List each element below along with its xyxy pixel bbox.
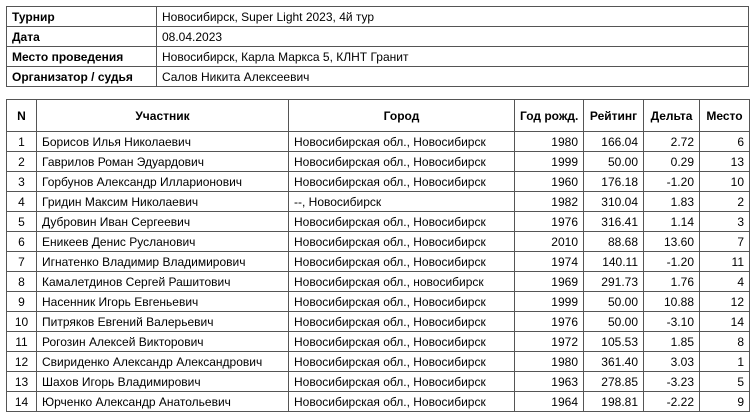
cell-participant: Камалетдинов Сергей Рашитович	[37, 272, 289, 292]
cell-number: 8	[7, 272, 37, 292]
cell-number: 1	[7, 132, 37, 152]
cell-participant: Гаврилов Роман Эдуардович	[37, 152, 289, 172]
cell-city: Новосибирская обл., Новосибирск	[289, 152, 515, 172]
cell-birth-year: 1982	[515, 192, 584, 212]
info-row	[7, 27, 749, 47]
cell-birth-year: 1969	[515, 272, 584, 292]
cell-participant: Дубровин Иван Сергеевич	[37, 212, 289, 232]
table-row	[7, 312, 750, 332]
table-row	[7, 332, 750, 352]
cell-place: 2	[700, 192, 750, 212]
info-row	[7, 7, 749, 27]
cell-rating: 198.81	[584, 392, 644, 412]
cell-delta: -1.20	[644, 172, 700, 192]
info-label: Место проведения	[7, 47, 157, 67]
cell-city: Новосибирская обл., Новосибирск	[289, 392, 515, 412]
cell-delta: 2.72	[644, 132, 700, 152]
cell-rating: 278.85	[584, 372, 644, 392]
results-header-row	[7, 100, 750, 132]
cell-place: 3	[700, 212, 750, 232]
cell-participant: Юрченко Александр Анатольевич	[37, 392, 289, 412]
cell-place: 1	[700, 352, 750, 372]
cell-rating: 310.04	[584, 192, 644, 212]
cell-participant: Питряков Евгений Валерьевич	[37, 312, 289, 332]
cell-city: Новосибирская обл., Новосибирск	[289, 292, 515, 312]
col-header-place: Место	[700, 100, 750, 132]
cell-place: 10	[700, 172, 750, 192]
cell-participant: Насенник Игорь Евгеньевич	[37, 292, 289, 312]
cell-number: 3	[7, 172, 37, 192]
info-value: 08.04.2023	[157, 27, 749, 47]
cell-rating: 361.40	[584, 352, 644, 372]
cell-rating: 140.11	[584, 252, 644, 272]
info-value: Новосибирск, Карла Маркса 5, КЛНТ Гранит	[157, 47, 749, 67]
cell-place: 9	[700, 392, 750, 412]
table-row	[7, 252, 750, 272]
cell-birth-year: 1960	[515, 172, 584, 192]
cell-rating: 88.68	[584, 232, 644, 252]
cell-delta: 1.85	[644, 332, 700, 352]
cell-city: Новосибирская обл., Новосибирск	[289, 312, 515, 332]
cell-participant: Шахов Игорь Владимирович	[37, 372, 289, 392]
cell-place: 14	[700, 312, 750, 332]
cell-birth-year: 1963	[515, 372, 584, 392]
cell-number: 6	[7, 232, 37, 252]
table-row	[7, 212, 750, 232]
cell-birth-year: 1964	[515, 392, 584, 412]
cell-rating: 50.00	[584, 292, 644, 312]
cell-delta: -2.22	[644, 392, 700, 412]
table-row	[7, 172, 750, 192]
cell-participant: Свириденко Александр Александрович	[37, 352, 289, 372]
col-header-city: Город	[289, 100, 515, 132]
info-value: Салов Никита Алексеевич	[157, 67, 749, 87]
cell-rating: 291.73	[584, 272, 644, 292]
cell-rating: 176.18	[584, 172, 644, 192]
cell-number: 5	[7, 212, 37, 232]
cell-city: --, Новосибирск	[289, 192, 515, 212]
cell-delta: 13.60	[644, 232, 700, 252]
cell-participant: Еникеев Денис Русланович	[37, 232, 289, 252]
cell-birth-year: 1976	[515, 212, 584, 232]
tournament-info-table	[6, 6, 749, 87]
cell-city: Новосибирская обл., Новосибирск	[289, 372, 515, 392]
cell-rating: 105.53	[584, 332, 644, 352]
cell-place: 7	[700, 232, 750, 252]
table-row	[7, 192, 750, 212]
info-label: Организатор / судья	[7, 67, 157, 87]
cell-number: 7	[7, 252, 37, 272]
cell-participant: Игнатенко Владимир Владимирович	[37, 252, 289, 272]
cell-participant: Гридин Максим Николаевич	[37, 192, 289, 212]
cell-delta: 1.14	[644, 212, 700, 232]
col-header-participant: Участник	[37, 100, 289, 132]
cell-number: 9	[7, 292, 37, 312]
cell-place: 8	[700, 332, 750, 352]
info-row	[7, 47, 749, 67]
cell-delta: -3.23	[644, 372, 700, 392]
cell-delta: -3.10	[644, 312, 700, 332]
table-row	[7, 372, 750, 392]
cell-city: Новосибирская обл., Новосибирск	[289, 172, 515, 192]
cell-city: Новосибирская обл., Новосибирск	[289, 212, 515, 232]
cell-delta: 1.83	[644, 192, 700, 212]
info-value: Новосибирск, Super Light 2023, 4й тур	[157, 7, 749, 27]
cell-city: Новосибирская обл., Новосибирск	[289, 252, 515, 272]
cell-place: 5	[700, 372, 750, 392]
cell-place: 6	[700, 132, 750, 152]
cell-rating: 50.00	[584, 152, 644, 172]
table-row	[7, 352, 750, 372]
cell-place: 11	[700, 252, 750, 272]
cell-birth-year: 1999	[515, 292, 584, 312]
cell-city: Новосибирская обл., Новосибирск	[289, 332, 515, 352]
cell-birth-year: 1999	[515, 152, 584, 172]
cell-number: 14	[7, 392, 37, 412]
cell-number: 4	[7, 192, 37, 212]
cell-birth-year: 2010	[515, 232, 584, 252]
table-row	[7, 132, 750, 152]
col-header-birth-year: Год рожд.	[515, 100, 584, 132]
cell-participant: Горбунов Александр Илларионович	[37, 172, 289, 192]
cell-place: 13	[700, 152, 750, 172]
cell-city: Новосибирская обл., новосибирск	[289, 272, 515, 292]
table-row	[7, 292, 750, 312]
cell-birth-year: 1976	[515, 312, 584, 332]
cell-city: Новосибирская обл., Новосибирск	[289, 132, 515, 152]
cell-number: 13	[7, 372, 37, 392]
cell-birth-year: 1974	[515, 252, 584, 272]
col-header-rating: Рейтинг	[584, 100, 644, 132]
cell-place: 12	[700, 292, 750, 312]
cell-number: 12	[7, 352, 37, 372]
cell-delta: 3.03	[644, 352, 700, 372]
cell-place: 4	[700, 272, 750, 292]
cell-number: 11	[7, 332, 37, 352]
cell-delta: 1.76	[644, 272, 700, 292]
cell-delta: 0.29	[644, 152, 700, 172]
cell-rating: 166.04	[584, 132, 644, 152]
cell-delta: 10.88	[644, 292, 700, 312]
info-label: Дата	[7, 27, 157, 47]
cell-city: Новосибирская обл., Новосибирск	[289, 232, 515, 252]
cell-rating: 316.41	[584, 212, 644, 232]
col-header-delta: Дельта	[644, 100, 700, 132]
cell-birth-year: 1972	[515, 332, 584, 352]
table-row	[7, 152, 750, 172]
cell-number: 2	[7, 152, 37, 172]
cell-birth-year: 1980	[515, 132, 584, 152]
table-row	[7, 232, 750, 252]
cell-participant: Борисов Илья Николаевич	[37, 132, 289, 152]
info-row	[7, 67, 749, 87]
cell-city: Новосибирская обл., Новосибирск	[289, 352, 515, 372]
cell-rating: 50.00	[584, 312, 644, 332]
cell-birth-year: 1980	[515, 352, 584, 372]
table-row	[7, 272, 750, 292]
cell-delta: -1.20	[644, 252, 700, 272]
cell-participant: Рогозин Алексей Викторович	[37, 332, 289, 352]
col-header-number: N	[7, 100, 37, 132]
info-label: Турнир	[7, 7, 157, 27]
results-table	[6, 99, 750, 412]
table-row	[7, 392, 750, 412]
cell-number: 10	[7, 312, 37, 332]
